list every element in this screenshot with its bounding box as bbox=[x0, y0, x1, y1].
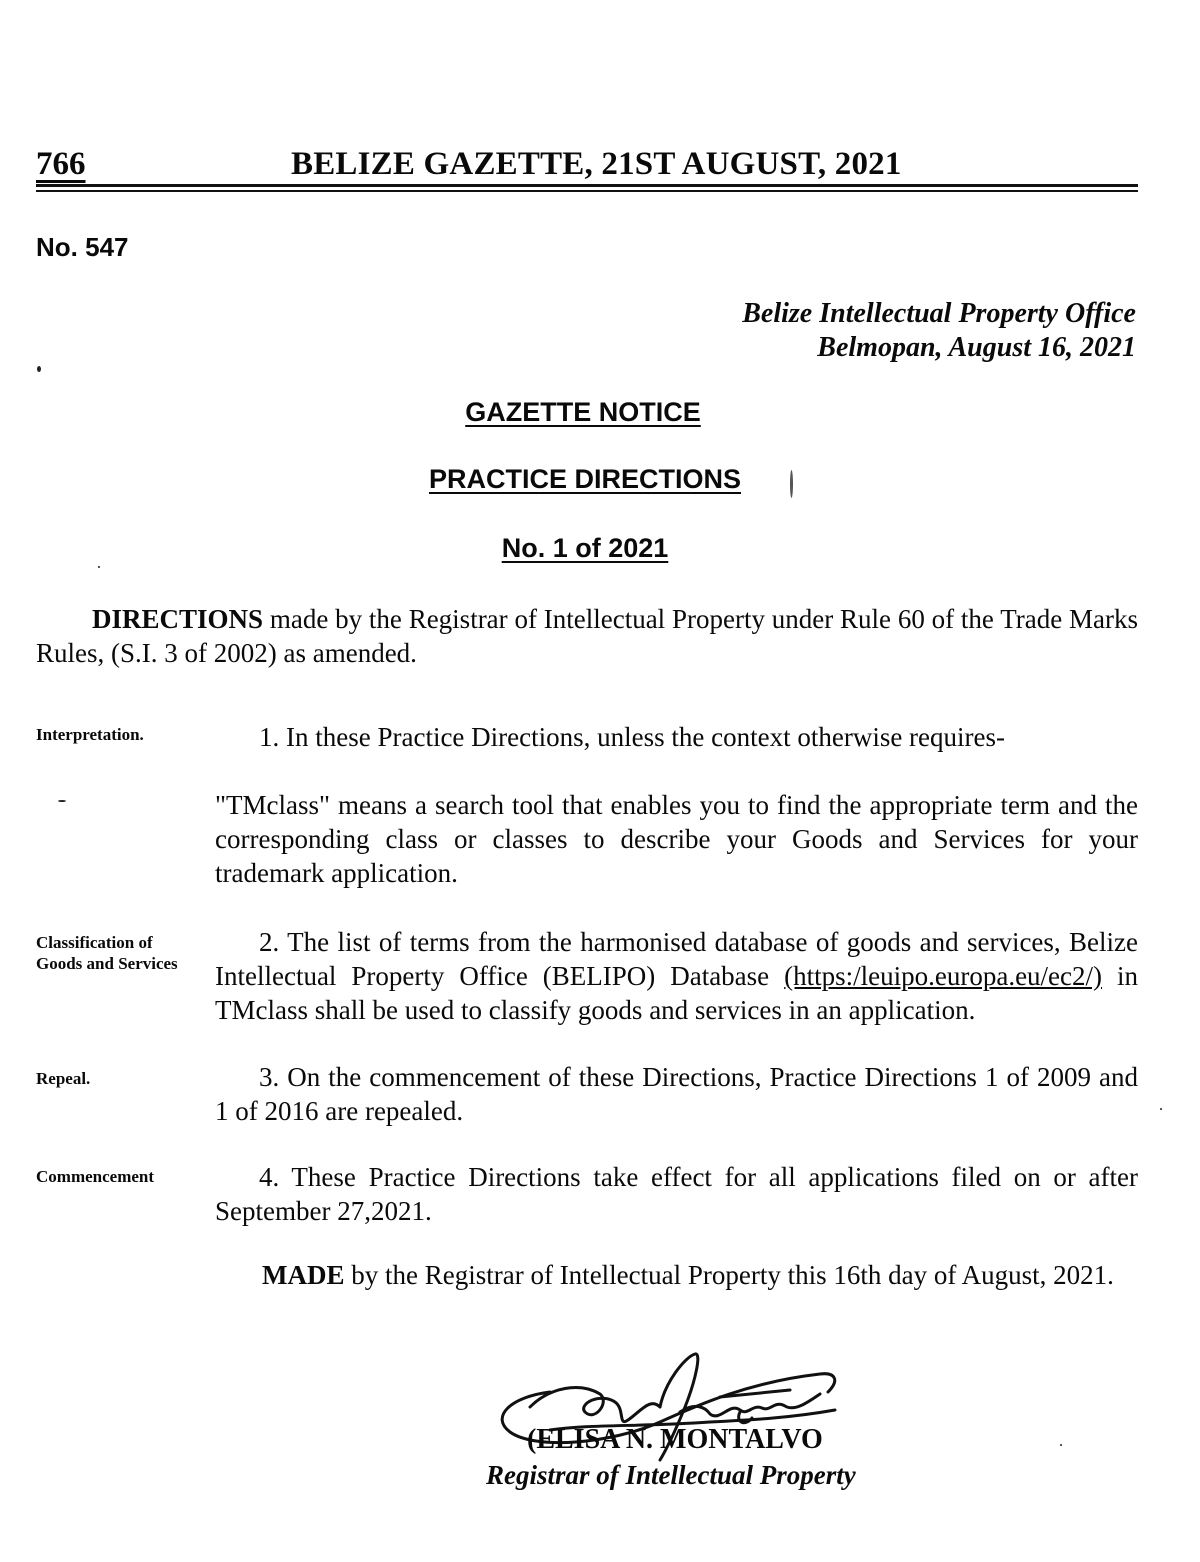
header-rule-top bbox=[36, 184, 1138, 187]
page-header bbox=[36, 146, 1138, 186]
gazette-title: BELIZE GAZETTE, 21ST AUGUST, 2021 bbox=[291, 146, 902, 182]
section-4-text: 4. These Practice Directions take effect for all applications filed on or after September 27,2021. bbox=[215, 1162, 1138, 1226]
intro-paragraph bbox=[36, 602, 1138, 670]
margin-note-commencement: Commencement bbox=[36, 1167, 155, 1186]
issuer-office: Belize Intellectual Property Office bbox=[742, 298, 1136, 329]
scan-speck bbox=[98, 566, 100, 568]
margin-note-interpretation: Interpretation. bbox=[36, 725, 144, 744]
issuer-block bbox=[742, 297, 1136, 365]
scan-speck bbox=[790, 470, 793, 498]
heading-gazette-notice: GAZETTE NOTICE bbox=[465, 397, 701, 427]
tmclass-definition: "TMclass" means a search tool that enables you to find the appropriate term and the corresponding class or classes to describe your Goods and Services for your trademark application. bbox=[215, 790, 1138, 888]
made-rest: by the Registrar of Intellectual Property this 16th day of August, 2021. bbox=[344, 1260, 1114, 1290]
scan-speck bbox=[58, 800, 66, 802]
notice-number: No. 547 bbox=[36, 232, 129, 262]
header-rule-bottom bbox=[36, 190, 1138, 192]
heading-directions-number: No. 1 of 2021 bbox=[501, 533, 669, 563]
section-2-text bbox=[215, 925, 1138, 1027]
page-number: 766 bbox=[36, 146, 86, 182]
signatory-title: Registrar of Intellectual Property bbox=[486, 1460, 856, 1490]
section-2-text-after: in TMclass shall be used to classify goods and services in an application. bbox=[215, 961, 1138, 1025]
issuer-place-date: Belmopan, August 16, 2021 bbox=[817, 332, 1136, 363]
made-lead: MADE bbox=[262, 1260, 345, 1290]
margin-note-repeal: Repeal. bbox=[36, 1069, 91, 1088]
signatory-name: (ELISA N. MONTALVO bbox=[527, 1424, 823, 1455]
eu-database-link[interactable]: (https:/leuipo.europa.eu/ec2/) bbox=[784, 961, 1103, 991]
intro-lead: DIRECTIONS bbox=[92, 604, 264, 634]
scan-speck bbox=[37, 366, 41, 372]
scan-speck bbox=[1060, 1444, 1062, 1446]
section-1-text: 1. In these Practice Directions, unless the context otherwise requires- bbox=[259, 722, 1006, 752]
heading-practice-directions: PRACTICE DIRECTIONS bbox=[428, 464, 742, 494]
section-2-text-before: 2. The list of terms from the harmonised database of goods and services, Belize Intellectual Property Office (BELIPO) Database bbox=[215, 927, 1138, 991]
section-3-text: 3. On the commencement of these Directions, Practice Directions 1 of 2009 and 1 of 2016 are repealed. bbox=[215, 1062, 1138, 1126]
margin-note-classification: Classification of Goods and Services bbox=[36, 933, 178, 973]
scan-speck bbox=[1160, 1108, 1162, 1110]
intro-rest: made by the Registrar of Intellectual Property under Rule 60 of the Trade Marks Rules, (S.I. 3 of 2002) as amended. bbox=[36, 604, 1138, 668]
made-statement bbox=[262, 1260, 1114, 1291]
